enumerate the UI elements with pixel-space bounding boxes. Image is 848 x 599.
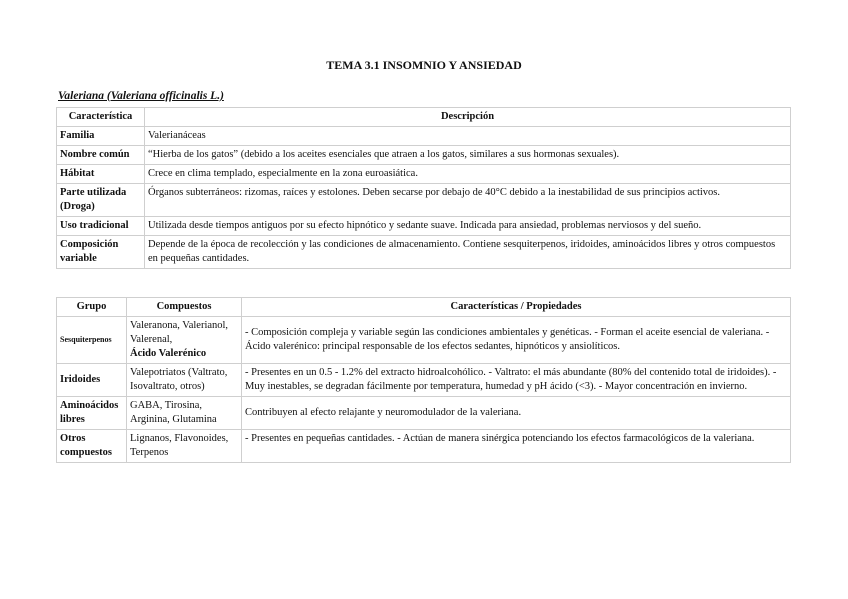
group-cell: Iridoides	[57, 364, 127, 397]
compounds-cell: GABA, Tirosina, Arginina, Glutamina	[127, 397, 242, 430]
row-label: Familia	[57, 127, 145, 146]
row-label: Uso tradicional	[57, 217, 145, 236]
table-row	[57, 184, 791, 217]
compounds-cell: Valepotriatos (Valtrato, Isovaltrato, otros)	[127, 364, 242, 397]
table-row	[57, 217, 791, 236]
header-characteristic: Característica	[57, 108, 145, 127]
table-row	[57, 146, 791, 165]
header-group: Grupo	[57, 298, 127, 317]
row-label: Hábitat	[57, 165, 145, 184]
group-cell: Sesquiterpenos	[57, 317, 127, 364]
compounds-cell	[127, 317, 242, 364]
compounds-bold-text: Ácido Valerénico	[130, 348, 207, 359]
compounds-text: Valeranona, Valerianol, Valerenal,	[130, 320, 229, 345]
group-cell: Otros compuestos	[57, 430, 127, 463]
table-row	[57, 364, 791, 397]
table-header-row	[57, 108, 791, 127]
characteristics-table	[56, 107, 791, 269]
row-label: Parte utilizada (Droga)	[57, 184, 145, 217]
row-value: Crece en clima templado, especialmente en la zona euroasiática.	[145, 165, 791, 184]
row-value: “Hierba de los gatos” (debido a los aceites esenciales que atraen a los gatos, similares a sus hormonas sexuales).	[145, 146, 791, 165]
properties-cell: - Presentes en un 0.5 - 1.2% del extracto hidroalcohólico. - Valtrato: el más abundante (80% del contenido total de iridoides). - Muy inestables, se degradan fácilmente por temperatura, humedad y pH ácido (<3). - Mayor concentración en invierno.	[242, 364, 791, 397]
properties-cell: - Composición compleja y variable según las condiciones ambientales y genéticas. - Forman el aceite esencial de valeriana. - Ácido valerénico: principal responsable de los efectos sedantes, hipnóticos y ansiolíticos.	[242, 317, 791, 364]
header-compounds: Compuestos	[127, 298, 242, 317]
properties-cell: Contribuyen al efecto relajante y neuromodulador de la valeriana.	[242, 397, 791, 430]
properties-cell: - Presentes en pequeñas cantidades. - Actúan de manera sinérgica potenciando los efectos farmacológicos de la valeriana.	[242, 430, 791, 463]
header-description: Descripción	[145, 108, 791, 127]
section-subtitle: Valeriana (Valeriana officinalis L.)	[58, 90, 224, 102]
header-properties: Características / Propiedades	[242, 298, 791, 317]
row-value: Órganos subterráneos: rizomas, raíces y estolones. Deben secarse por debajo de 40°C debido a la inestabilidad de sus principios activos.	[145, 184, 791, 217]
page-title: TEMA 3.1 INSOMNIO Y ANSIEDAD	[326, 58, 522, 72]
table-row	[57, 397, 791, 430]
table-row	[57, 317, 791, 364]
row-label: Nombre común	[57, 146, 145, 165]
table-row	[57, 127, 791, 146]
compounds-cell: Lignanos, Flavonoides, Terpenos	[127, 430, 242, 463]
table-header-row	[57, 298, 791, 317]
group-cell: Aminoácidos libres	[57, 397, 127, 430]
table-row	[57, 236, 791, 269]
table-row	[57, 165, 791, 184]
compounds-table	[56, 297, 791, 463]
row-value: Depende de la época de recolección y las condiciones de almacenamiento. Contiene sesquiterpenos, iridoides, aminoácidos libres y otros compuestos en pequeñas cantidades.	[145, 236, 791, 269]
row-value: Valerianáceas	[145, 127, 791, 146]
row-value: Utilizada desde tiempos antiguos por su efecto hipnótico y sedante suave. Indicada para ansiedad, problemas nerviosos y del sueño.	[145, 217, 791, 236]
table-row	[57, 430, 791, 463]
row-label: Composición variable	[57, 236, 145, 269]
